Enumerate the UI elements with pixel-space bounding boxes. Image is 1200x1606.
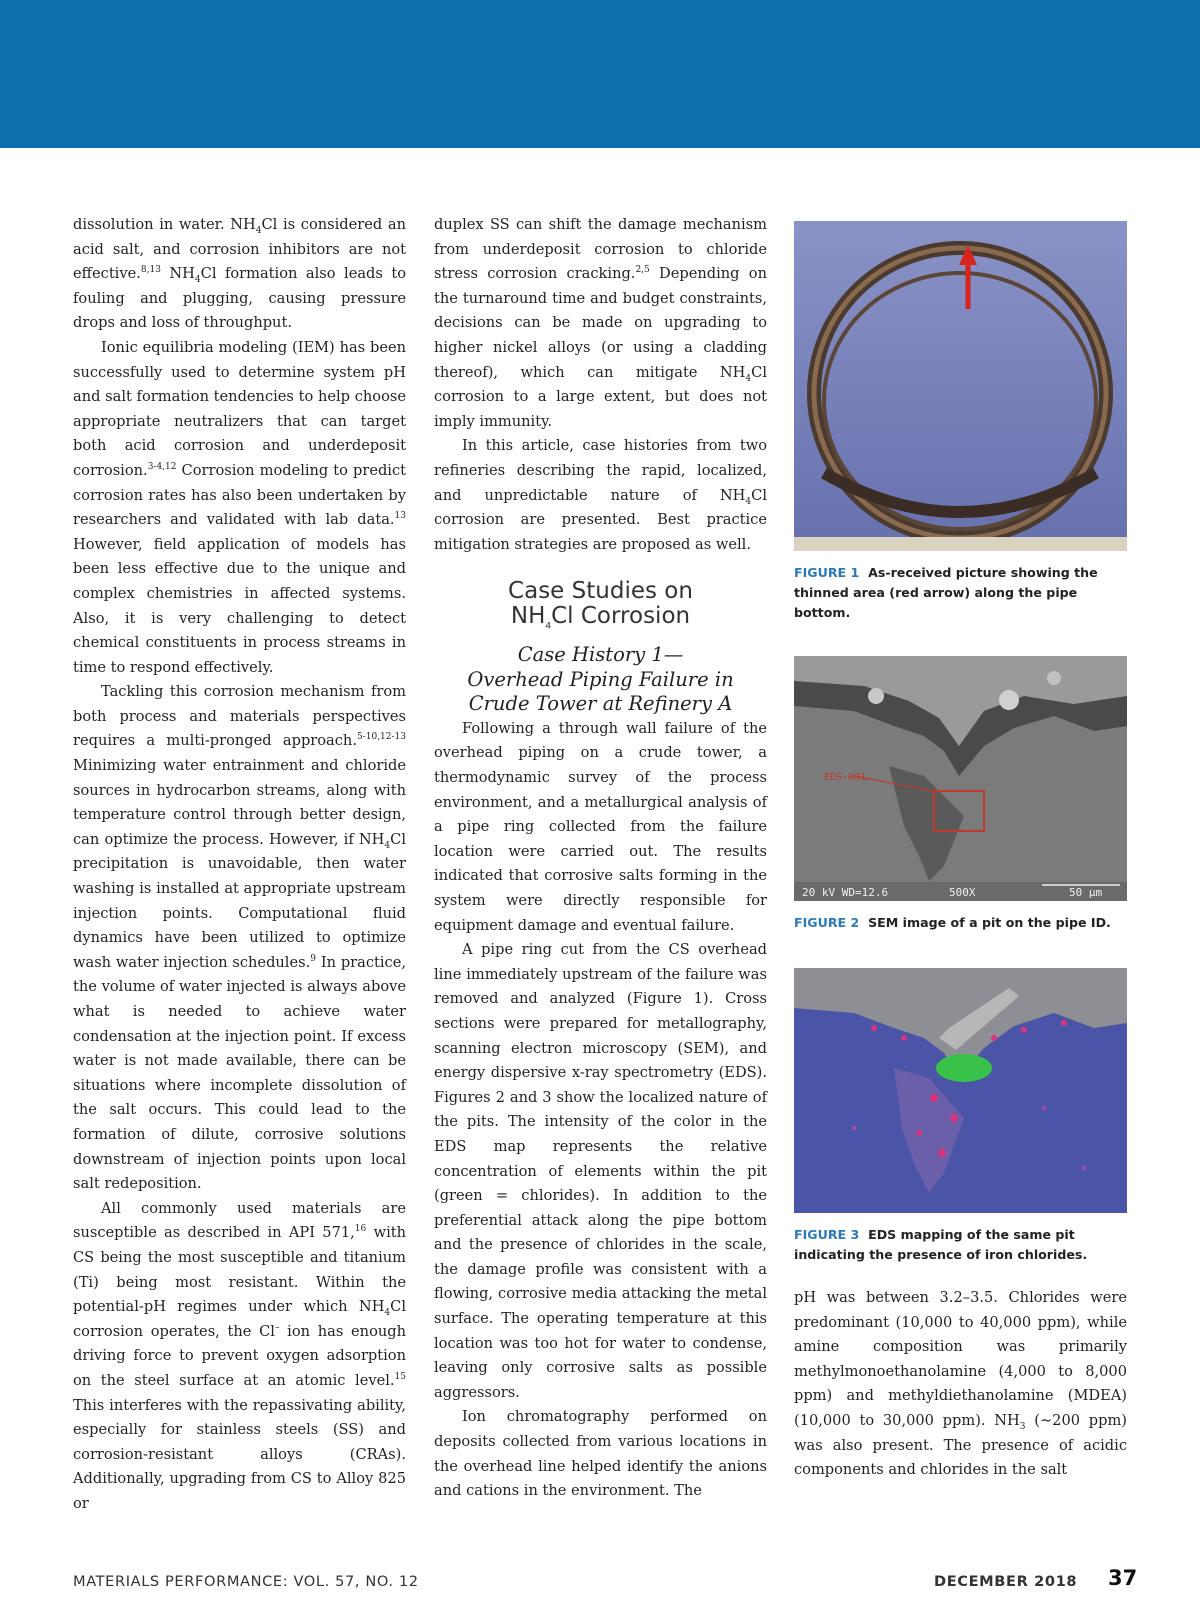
- figure-label: FIGURE 3: [794, 1227, 860, 1242]
- case-heading-line-3: Crude Tower at Refinery A: [468, 692, 733, 716]
- eds-map-image: [794, 968, 1127, 1213]
- superscript: 2,5: [635, 265, 650, 276]
- figure-3: [794, 968, 1127, 1265]
- paragraph: dissolution in water. $NH_4Cl$ is considered an acid salt, and corrosion inhibitors are not effective.$^{8,13}$ $NH_4Cl$ formation also leads to fouling and plugging, causing pressure drops and loss of throughput.: [73, 216, 406, 332]
- issue-date: DECEMBER 2018: [934, 1573, 1078, 1590]
- body-column-1: [73, 213, 406, 1516]
- subscript: 4: [545, 621, 552, 632]
- sem-info-bar: 20 kV WD=12.6: [802, 886, 889, 899]
- sem-image: [794, 656, 1127, 901]
- paragraph: Tackling this corrosion mechanism from both process and materials perspectives requires a multi-pronged approach.$^{5-10,12-13}$ Minimizing water entrainment and chloride sources in hydrocarbon streams, along with temperature control through better design, can optimize the process. However, if $NH_4Cl$ precipitation is unavoidable, then water washing is installed at appropriate upstream injection points. Computational fluid dynamics have been utilized to optimize wash water injection schedules.$^9$ In practice, the volume of water injected is always above what is needed to achieve water condensation at the injection point. If excess water is not made available, there can be situations where incomplete dissolution of the salt occurs. This could lead to the formation of dilute, corrosive solutions downstream of injection points upon local salt redeposition.: [73, 683, 406, 1193]
- superscript: –: [274, 1322, 280, 1333]
- figure-label: FIGURE 1: [794, 565, 860, 580]
- superscript: 13: [394, 511, 406, 522]
- caption-text: SEM image of a pit on the pipe ID.: [868, 915, 1111, 930]
- sem-magnification: 500X: [949, 886, 976, 899]
- page-number: 37: [1108, 1566, 1138, 1590]
- paragraph: Ion chromatography performed on deposits collected from various locations in the overhead line helped identify the anions and cations in the environment. The: [434, 1408, 767, 1500]
- paragraph: Ionic equilibria modeling (IEM) has been successfully used to determine system pH and salt formation tendencies to help choose appropriate neutralizers that can target both acid corrosion and underdeposit corrosion.$^{3-4,12}$ Corrosion modeling to predict corrosion rates has also been undertaken by researchers and validated with lab data.$^{13}$ However, field application of models has been less effective due to the unique and complex chemistries in affected systems. Also, it is very challenging to detect chemical constituents in process streams in time to respond effectively.: [73, 338, 406, 676]
- caption-text: EDS mapping of the same pit indicating the presence of iron chlorides.: [794, 1227, 1088, 1262]
- paragraph: duplex SS can shift the damage mechanism from underdeposit corrosion to chloride stress corrosion cracking.$^{2,5}$ Depending on the turnaround time and budget constraints, decisions can be made on upgrading to higher nickel alloys (or using a cladding thereof), which can mitigate $NH_4Cl$ corrosion to a large extent, but does not imply immunity.: [434, 216, 767, 430]
- paragraph: All commonly used materials are susceptible as described in API 571,16 with CS being the most susceptible and titanium (Ti) being most resistant. Within the potential-pH regimes under which $NH_4Cl$ corrosion operates, the Cl– ion has enough driving force to prevent oxygen adsorption on the steel surface at an atomic level.$^{15}$ This interferes with the repassivating ability, especially for stainless steels (SS) and corrosion-resistant alloys (CRAs). Additionally, upgrading from CS to Alloy 825 or: [73, 1199, 406, 1512]
- paragraph: A pipe ring cut from the CS overhead line immediately upstream of the failure was removed and analyzed (Figure 1). Cross sections were prepared for metallography, scanning electron microscopy (SEM), and energy dispersive x-ray spectrometry (EDS). Figures 2 and 3 show the localized nature of the pits. The intensity of the color in the EDS map represents the relative concentration of elements within the pit (green = chlorides). In addition to the preferential attack along the pipe bottom and the presence of chlorides in the scale, the damage profile was consistent with a flowing, corrosive media attacking the metal surface. The operating temperature at this location was too hot for water to condense, leaving only corrosive salts as possible aggressors.: [434, 941, 767, 1401]
- subscript: 3: [1019, 1421, 1026, 1432]
- figure-3-image: [794, 968, 1127, 1213]
- section-heading-line-1: Case Studies on: [508, 578, 693, 605]
- paragraph: Following a through wall failure of the overhead piping on a crude tower, a thermodynamic survey of the process environment, and a metallurgical analysis of a pipe ring collected from the failure location were carried out. The results indicated that corrosive salts forming in the system were directly responsible for equipment damage and eventual failure.: [434, 719, 767, 934]
- figure-label: FIGURE 2: [794, 915, 860, 930]
- subscript: 4: [194, 275, 201, 286]
- superscript: 9: [310, 953, 316, 964]
- figure-2-caption: [794, 913, 1127, 933]
- journal-footer: MATERIALS PERFORMANCE: VOL. 57, NO. 12: [73, 1573, 419, 1590]
- figure-1-caption: [794, 563, 1127, 623]
- superscript: 16: [354, 1224, 367, 1235]
- case-history-heading: [434, 643, 767, 717]
- figure-2-image: [794, 656, 1127, 901]
- sem-scale-bar: 50 µm: [1069, 886, 1103, 899]
- section-heading-line-2: $NH_4Cl$ Corrosion: [510, 603, 691, 632]
- superscript: 5-10,12-13: [356, 732, 406, 743]
- paragraph: pH was between 3.2–3.5. Chlorides were predominant (10,000 to 40,000 ppm), while amine composition was primarily methylmonoethanolamine (4,000 to 8,000 ppm) and methyldiethanolamine (MDEA) (10,000 to 30,000 ppm). $NH_3$ (~200 ppm) was also present. The presence of acidic components and chlorides in the salt: [794, 1289, 1127, 1479]
- body-column-3: [794, 1286, 1127, 1483]
- superscript: 15: [394, 1372, 406, 1383]
- figure-3-caption: [794, 1225, 1127, 1265]
- caption-text: As-received picture showing the thinned area (red arrow) along the pipe bottom.: [794, 565, 1098, 620]
- section-heading: [434, 578, 767, 632]
- figure-2: [794, 656, 1127, 933]
- sem-box-label: EDS-001: [824, 772, 867, 783]
- figure-1: [794, 221, 1127, 623]
- figure-1-image: [794, 221, 1127, 551]
- subscript: 4: [384, 1308, 391, 1319]
- header-banner: [0, 0, 1200, 148]
- superscript: 8,13: [140, 265, 161, 276]
- paragraph: In this article, case histories from two refineries describing the rapid, localized, and unpredictable nature of $NH_4Cl$ corrosion are presented. Best practice mitigation strategies are proposed as well.: [434, 437, 767, 553]
- pipe-ring-photo: [794, 221, 1127, 551]
- case-heading-line-2: Overhead Piping Failure in: [467, 667, 734, 691]
- case-heading-line-1: Case History 1—: [517, 643, 684, 667]
- subscript: 4: [745, 496, 752, 507]
- subscript: 4: [384, 840, 391, 851]
- superscript: 3-4,12: [147, 462, 177, 473]
- subscript: 4: [255, 225, 262, 236]
- body-column-2: [434, 213, 767, 1504]
- subscript: 4: [745, 373, 752, 384]
